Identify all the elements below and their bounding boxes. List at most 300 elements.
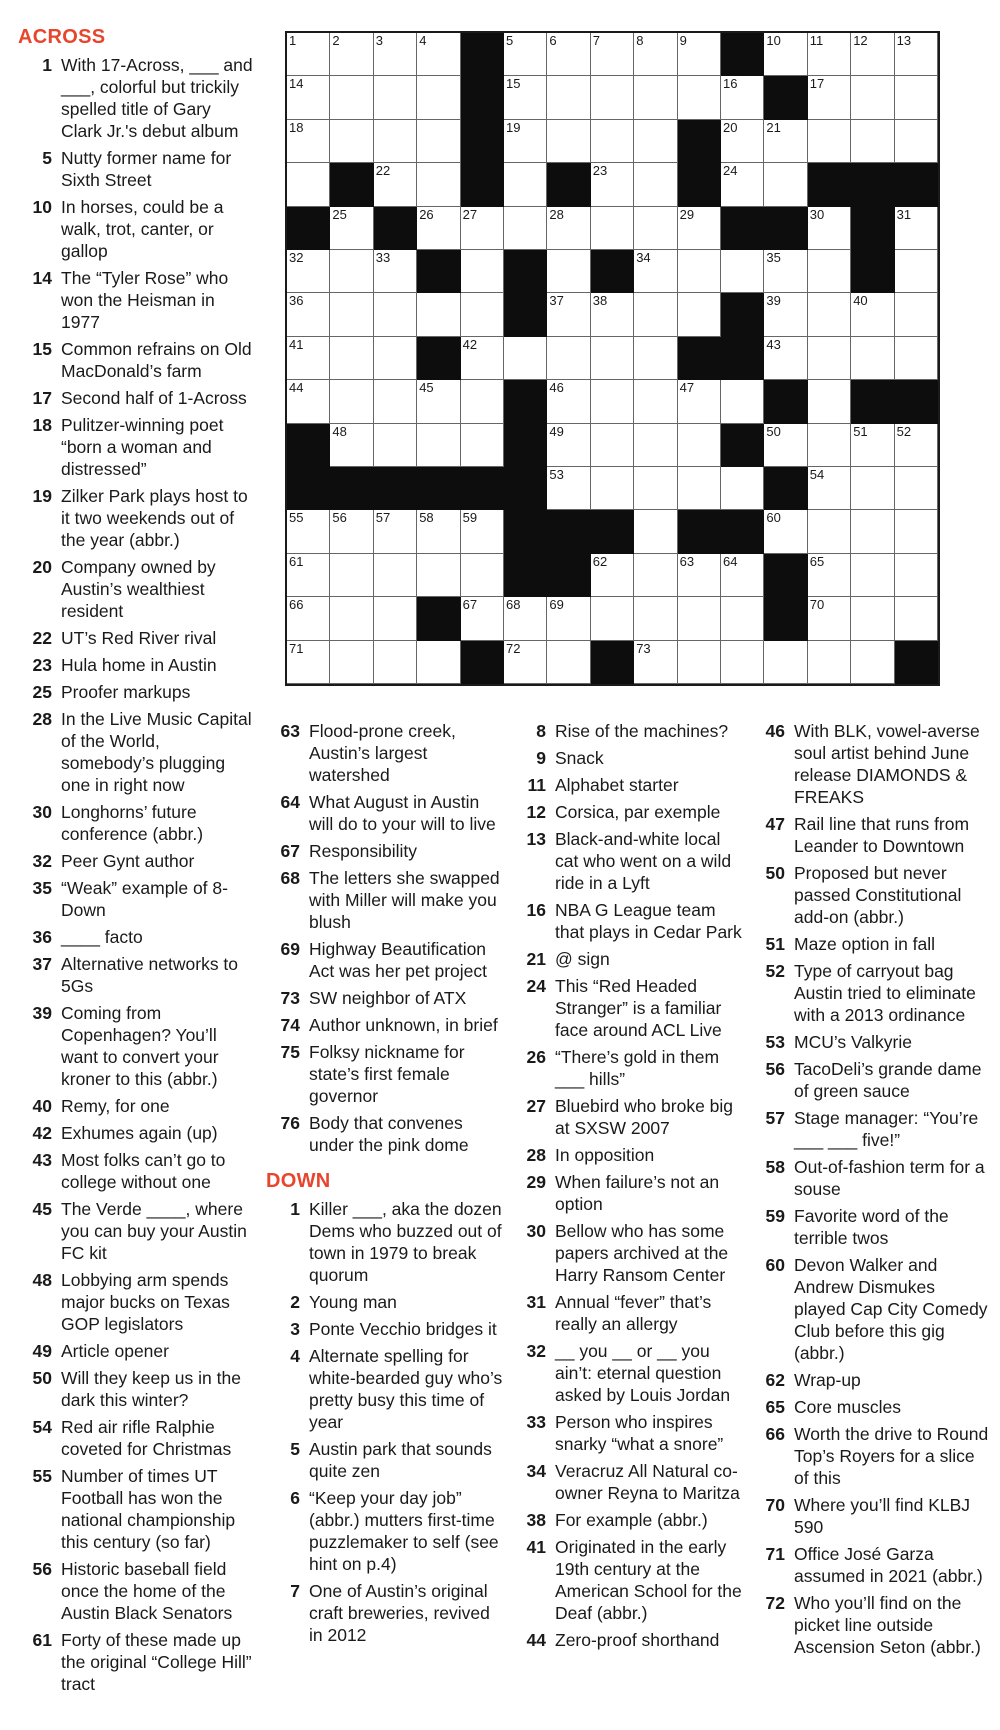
grid-cell[interactable] <box>808 120 851 163</box>
clue-number: 32 <box>32 851 52 871</box>
grid-cell[interactable] <box>374 597 417 640</box>
grid-cell[interactable] <box>504 33 547 76</box>
down-clue[interactable] <box>512 1411 744 1455</box>
grid-cell[interactable] <box>504 76 547 119</box>
grid-cell[interactable] <box>374 120 417 163</box>
down-clue[interactable] <box>266 1580 506 1646</box>
down-clue[interactable] <box>512 1536 744 1624</box>
grid-cell[interactable] <box>374 250 417 293</box>
down-clue[interactable] <box>512 1095 744 1139</box>
grid-cell[interactable] <box>417 163 460 206</box>
down-clue[interactable] <box>751 1156 991 1200</box>
grid-cell[interactable] <box>417 380 460 423</box>
across-clue[interactable] <box>18 681 253 703</box>
grid-cell[interactable] <box>417 554 460 597</box>
down-clue[interactable] <box>751 933 991 955</box>
grid-cell[interactable] <box>330 250 373 293</box>
grid-cell[interactable] <box>547 207 590 250</box>
clue-number: 46 <box>765 721 785 741</box>
clue-text: Favorite word of the terrible twos <box>794 1206 949 1248</box>
grid-cell[interactable] <box>374 424 417 467</box>
block-cell <box>591 641 634 684</box>
grid-cell[interactable] <box>591 597 634 640</box>
grid-cell[interactable] <box>330 424 373 467</box>
grid-cell[interactable] <box>330 33 373 76</box>
grid-cell[interactable] <box>461 250 504 293</box>
grid-cell[interactable] <box>678 424 721 467</box>
down-clue[interactable] <box>512 1291 744 1335</box>
down-clue[interactable] <box>512 828 744 894</box>
across-clue[interactable] <box>18 1416 253 1460</box>
grid-cell[interactable] <box>287 293 330 336</box>
grid-cell[interactable] <box>374 510 417 553</box>
cell-number: 4 <box>419 33 427 48</box>
clue-number: 26 <box>526 1047 546 1067</box>
across-clue[interactable] <box>18 1269 253 1335</box>
grid-cell[interactable] <box>547 597 590 640</box>
grid-cell[interactable] <box>678 207 721 250</box>
grid-cell[interactable] <box>547 250 590 293</box>
down-clue[interactable] <box>512 1046 744 1090</box>
clue-number: 20 <box>32 557 52 577</box>
grid-cell[interactable] <box>591 380 634 423</box>
grid-cell[interactable] <box>591 163 634 206</box>
clue-number: 66 <box>765 1424 785 1444</box>
clue-number: 56 <box>32 1559 52 1579</box>
grid-cell[interactable] <box>851 424 894 467</box>
across-clue[interactable] <box>18 1149 253 1193</box>
grid-cell[interactable] <box>721 163 764 206</box>
grid-cell[interactable] <box>721 76 764 119</box>
grid-cell[interactable] <box>461 380 504 423</box>
grid-cell[interactable] <box>808 641 851 684</box>
grid-cell[interactable] <box>851 337 894 380</box>
grid-cell[interactable] <box>374 337 417 380</box>
down-clue[interactable] <box>266 1318 506 1340</box>
grid-cell[interactable] <box>374 293 417 336</box>
across-clue[interactable] <box>266 720 506 786</box>
cell-number: 47 <box>679 380 695 396</box>
grid-cell[interactable] <box>678 554 721 597</box>
grid-cell[interactable] <box>678 467 721 510</box>
across-clue[interactable] <box>18 485 253 551</box>
clue-number: 2 <box>290 1292 300 1312</box>
grid-cell[interactable] <box>417 293 460 336</box>
grid-cell[interactable] <box>764 293 807 336</box>
down-clue[interactable] <box>512 1509 744 1531</box>
block-cell <box>504 467 547 510</box>
clue-number: 56 <box>765 1059 785 1079</box>
grid-cell[interactable] <box>330 380 373 423</box>
grid-cell[interactable] <box>764 120 807 163</box>
grid-cell[interactable] <box>808 76 851 119</box>
across-clue[interactable] <box>18 1558 253 1624</box>
block-cell <box>721 424 764 467</box>
grid-cell[interactable] <box>374 641 417 684</box>
grid-cell[interactable] <box>417 641 460 684</box>
grid-cell[interactable] <box>330 207 373 250</box>
clue-text: The letters she swapped with Miller will make you blush <box>309 868 500 932</box>
across-clue[interactable] <box>18 1002 253 1090</box>
grid-cell[interactable] <box>634 597 677 640</box>
block-cell <box>721 293 764 336</box>
across-clue[interactable] <box>18 953 253 997</box>
grid-cell[interactable] <box>851 510 894 553</box>
grid-cell[interactable] <box>764 163 807 206</box>
grid-cell[interactable] <box>287 76 330 119</box>
grid-cell[interactable] <box>417 424 460 467</box>
across-clue[interactable] <box>18 1198 253 1264</box>
grid-cell[interactable] <box>808 337 851 380</box>
grid-cell[interactable] <box>895 597 938 640</box>
grid-cell[interactable] <box>504 597 547 640</box>
grid-cell[interactable] <box>417 207 460 250</box>
grid-cell[interactable] <box>461 424 504 467</box>
down-clue[interactable] <box>751 1543 991 1587</box>
grid-cell[interactable] <box>547 293 590 336</box>
grid-cell[interactable] <box>591 554 634 597</box>
grid-cell[interactable] <box>461 207 504 250</box>
grid-cell[interactable] <box>721 467 764 510</box>
across-clue[interactable] <box>266 938 506 982</box>
grid-cell[interactable] <box>504 207 547 250</box>
grid-cell[interactable] <box>678 76 721 119</box>
across-clue[interactable] <box>266 987 506 1009</box>
down-clue[interactable] <box>512 720 744 742</box>
down-clue[interactable] <box>751 1205 991 1249</box>
down-clue[interactable] <box>751 1396 991 1418</box>
grid-cell[interactable] <box>374 163 417 206</box>
across-clue[interactable] <box>18 627 253 649</box>
grid-cell[interactable] <box>461 293 504 336</box>
grid-cell[interactable] <box>417 510 460 553</box>
down-clue[interactable] <box>751 720 991 808</box>
grid-cell[interactable] <box>547 424 590 467</box>
down-clue[interactable] <box>512 747 744 769</box>
grid-cell[interactable] <box>504 120 547 163</box>
grid-cell[interactable] <box>330 76 373 119</box>
grid-cell[interactable] <box>634 33 677 76</box>
grid-cell[interactable] <box>851 293 894 336</box>
across-clue[interactable] <box>18 1629 253 1695</box>
grid-cell[interactable] <box>808 510 851 553</box>
grid-cell[interactable] <box>634 250 677 293</box>
grid-cell[interactable] <box>808 33 851 76</box>
grid-cell[interactable] <box>895 554 938 597</box>
down-clue[interactable] <box>512 1460 744 1504</box>
across-clue[interactable] <box>18 54 253 142</box>
down-clue[interactable] <box>512 899 744 943</box>
grid-cell[interactable] <box>634 293 677 336</box>
clue-number: 38 <box>526 1510 546 1530</box>
down-clue[interactable] <box>512 975 744 1041</box>
clue-number: 18 <box>32 415 52 435</box>
grid-cell[interactable] <box>808 207 851 250</box>
grid-cell[interactable] <box>721 250 764 293</box>
grid-cell[interactable] <box>808 467 851 510</box>
grid-cell[interactable] <box>764 424 807 467</box>
grid-cell[interactable] <box>330 554 373 597</box>
grid-cell[interactable] <box>851 597 894 640</box>
down-clue[interactable] <box>751 1423 991 1489</box>
down-clue[interactable] <box>512 774 744 796</box>
across-clue[interactable] <box>266 867 506 933</box>
grid-cell[interactable] <box>678 293 721 336</box>
clue-number: 7 <box>290 1581 300 1601</box>
grid-cell[interactable] <box>591 33 634 76</box>
clue-number: 24 <box>526 976 546 996</box>
grid-cell[interactable] <box>895 293 938 336</box>
grid-cell[interactable] <box>851 554 894 597</box>
grid-cell[interactable] <box>591 293 634 336</box>
grid-cell[interactable] <box>461 597 504 640</box>
down-clue[interactable] <box>751 1369 991 1391</box>
grid-cell[interactable] <box>591 337 634 380</box>
grid-cell[interactable] <box>417 33 460 76</box>
grid-cell[interactable] <box>330 641 373 684</box>
grid-cell[interactable] <box>591 424 634 467</box>
crossword-grid[interactable] <box>285 31 940 686</box>
grid-cell[interactable] <box>504 641 547 684</box>
grid-cell[interactable] <box>634 163 677 206</box>
across-clue[interactable] <box>18 338 253 382</box>
across-clue[interactable] <box>18 708 253 796</box>
block-cell <box>461 641 504 684</box>
clue-number: 21 <box>526 949 546 969</box>
block-cell <box>764 467 807 510</box>
grid-cell[interactable] <box>591 467 634 510</box>
grid-cell[interactable] <box>634 467 677 510</box>
block-cell <box>461 33 504 76</box>
cell-number: 11 <box>809 33 824 48</box>
grid-cell[interactable] <box>678 597 721 640</box>
down-clue[interactable] <box>751 1494 991 1538</box>
cell-number: 66 <box>289 597 304 613</box>
grid-cell[interactable] <box>591 120 634 163</box>
down-clue[interactable] <box>751 1031 991 1053</box>
grid-cell[interactable] <box>634 120 677 163</box>
down-clue[interactable] <box>266 1345 506 1433</box>
grid-cell[interactable] <box>547 76 590 119</box>
grid-cell[interactable] <box>895 467 938 510</box>
across-clue[interactable] <box>18 1367 253 1411</box>
block-cell <box>764 597 807 640</box>
grid-cell[interactable] <box>764 33 807 76</box>
grid-cell[interactable] <box>808 597 851 640</box>
clue-text: Type of carryout bag Austin tried to eliminate with a 2013 ordinance <box>794 961 976 1025</box>
clue-text: Body that convenes under the pink dome <box>309 1113 469 1155</box>
grid-cell[interactable] <box>851 467 894 510</box>
clue-number: 35 <box>32 878 52 898</box>
across-clue[interactable] <box>18 556 253 622</box>
across-clue[interactable] <box>18 387 253 409</box>
grid-cell[interactable] <box>547 33 590 76</box>
across-clue[interactable] <box>266 1014 506 1036</box>
grid-cell[interactable] <box>808 424 851 467</box>
grid-cell[interactable] <box>895 76 938 119</box>
clue-number: 71 <box>765 1544 785 1564</box>
across-clue[interactable] <box>266 840 506 862</box>
grid-cell[interactable] <box>547 467 590 510</box>
grid-cell[interactable] <box>764 250 807 293</box>
across-clues-column-1 <box>18 26 253 1700</box>
down-clue[interactable] <box>512 1171 744 1215</box>
across-clue[interactable] <box>266 1041 506 1107</box>
grid-cell[interactable] <box>678 380 721 423</box>
grid-cell[interactable] <box>461 510 504 553</box>
grid-cell[interactable] <box>851 33 894 76</box>
across-clue[interactable] <box>266 791 506 835</box>
across-clue[interactable] <box>18 196 253 262</box>
grid-cell[interactable] <box>634 207 677 250</box>
grid-cell[interactable] <box>287 120 330 163</box>
across-clue[interactable] <box>18 877 253 921</box>
grid-cell[interactable] <box>417 120 460 163</box>
down-clue[interactable] <box>266 1198 506 1286</box>
grid-cell[interactable] <box>678 33 721 76</box>
clue-text: Common refrains on Old MacDonald’s farm <box>61 339 252 381</box>
clue-number: 15 <box>32 339 52 359</box>
down-clue[interactable] <box>512 1220 744 1286</box>
grid-cell[interactable] <box>287 250 330 293</box>
grid-cell[interactable] <box>287 641 330 684</box>
clue-text: Historic baseball field once the home of the Austin Black Senators <box>61 1559 233 1623</box>
down-clue[interactable] <box>512 1340 744 1406</box>
grid-cell[interactable] <box>634 337 677 380</box>
across-clue[interactable] <box>18 654 253 676</box>
grid-cell[interactable] <box>287 380 330 423</box>
grid-cell[interactable] <box>461 337 504 380</box>
grid-cell[interactable] <box>634 554 677 597</box>
grid-cell[interactable] <box>721 641 764 684</box>
grid-cell[interactable] <box>721 380 764 423</box>
down-clue[interactable] <box>512 948 744 970</box>
grid-cell[interactable] <box>330 510 373 553</box>
grid-cell[interactable] <box>764 510 807 553</box>
grid-cell[interactable] <box>721 597 764 640</box>
grid-cell[interactable] <box>721 554 764 597</box>
grid-cell[interactable] <box>808 380 851 423</box>
grid-cell[interactable] <box>808 293 851 336</box>
down-clue[interactable] <box>266 1291 506 1313</box>
grid-cell[interactable] <box>591 207 634 250</box>
down-clue[interactable] <box>751 1254 991 1364</box>
grid-cell[interactable] <box>591 76 634 119</box>
grid-cell[interactable] <box>287 510 330 553</box>
clue-number: 72 <box>765 1593 785 1613</box>
down-clue[interactable] <box>512 801 744 823</box>
grid-cell[interactable] <box>330 337 373 380</box>
across-clue[interactable] <box>266 1112 506 1156</box>
grid-cell[interactable] <box>287 163 330 206</box>
cell-number: 19 <box>506 119 521 135</box>
grid-cell[interactable] <box>634 641 677 684</box>
grid-cell[interactable] <box>851 641 894 684</box>
across-clue[interactable] <box>18 267 253 333</box>
grid-cell[interactable] <box>895 510 938 553</box>
across-clue[interactable] <box>18 801 253 845</box>
cell-number: 59 <box>462 510 478 526</box>
across-clue[interactable] <box>18 414 253 480</box>
grid-cell[interactable] <box>547 120 590 163</box>
grid-cell[interactable] <box>634 76 677 119</box>
grid-cell[interactable] <box>678 641 721 684</box>
grid-cell[interactable] <box>547 380 590 423</box>
down-clue[interactable] <box>751 960 991 1026</box>
grid-cell[interactable] <box>287 554 330 597</box>
grid-cell[interactable] <box>374 554 417 597</box>
grid-cell[interactable] <box>764 641 807 684</box>
grid-cell[interactable] <box>374 76 417 119</box>
grid-cell[interactable] <box>330 597 373 640</box>
grid-cell[interactable] <box>330 120 373 163</box>
grid-cell[interactable] <box>330 293 373 336</box>
down-clue[interactable] <box>751 813 991 857</box>
down-clue[interactable] <box>751 1107 991 1151</box>
block-cell <box>591 250 634 293</box>
block-cell <box>678 510 721 553</box>
grid-cell[interactable] <box>504 163 547 206</box>
down-clue[interactable] <box>266 1487 506 1575</box>
down-clue[interactable] <box>751 862 991 928</box>
down-clue[interactable] <box>751 1058 991 1102</box>
across-clue[interactable] <box>18 926 253 948</box>
grid-cell[interactable] <box>287 597 330 640</box>
grid-cell[interactable] <box>287 337 330 380</box>
across-clue[interactable] <box>18 1122 253 1144</box>
grid-cell[interactable] <box>374 33 417 76</box>
grid-cell[interactable] <box>895 337 938 380</box>
grid-cell[interactable] <box>547 641 590 684</box>
grid-cell[interactable] <box>721 120 764 163</box>
across-clue[interactable] <box>18 850 253 872</box>
clue-number: 4 <box>290 1346 300 1366</box>
grid-cell[interactable] <box>547 337 590 380</box>
grid-cell[interactable] <box>764 337 807 380</box>
grid-cell[interactable] <box>851 120 894 163</box>
grid-cell[interactable] <box>417 76 460 119</box>
clue-text: Forty of these made up the original “College Hill” tract <box>61 1630 252 1694</box>
cell-number: 29 <box>679 206 695 222</box>
down-clue[interactable] <box>751 1592 991 1658</box>
grid-cell[interactable] <box>678 250 721 293</box>
cell-number: 73 <box>636 640 651 656</box>
across-clue[interactable] <box>18 1465 253 1553</box>
grid-cell[interactable] <box>504 337 547 380</box>
grid-cell[interactable] <box>895 33 938 76</box>
grid-cell[interactable] <box>634 510 677 553</box>
down-clue[interactable] <box>512 1629 744 1651</box>
grid-cell[interactable] <box>895 120 938 163</box>
clue-text: This “Red Headed Stranger” is a familiar face around ACL Live <box>555 976 722 1040</box>
grid-cell[interactable] <box>851 76 894 119</box>
grid-cell[interactable] <box>808 554 851 597</box>
grid-cell[interactable] <box>634 424 677 467</box>
down-clue[interactable] <box>512 1144 744 1166</box>
grid-cell[interactable] <box>461 554 504 597</box>
grid-cell[interactable] <box>895 250 938 293</box>
across-clue[interactable] <box>18 147 253 191</box>
grid-cell[interactable] <box>634 380 677 423</box>
grid-cell[interactable] <box>287 33 330 76</box>
grid-cell[interactable] <box>895 424 938 467</box>
across-clue[interactable] <box>18 1340 253 1362</box>
grid-cell[interactable] <box>374 380 417 423</box>
down-clue[interactable] <box>266 1438 506 1482</box>
across-clue[interactable] <box>18 1095 253 1117</box>
grid-cell[interactable] <box>895 207 938 250</box>
grid-cell[interactable] <box>808 250 851 293</box>
